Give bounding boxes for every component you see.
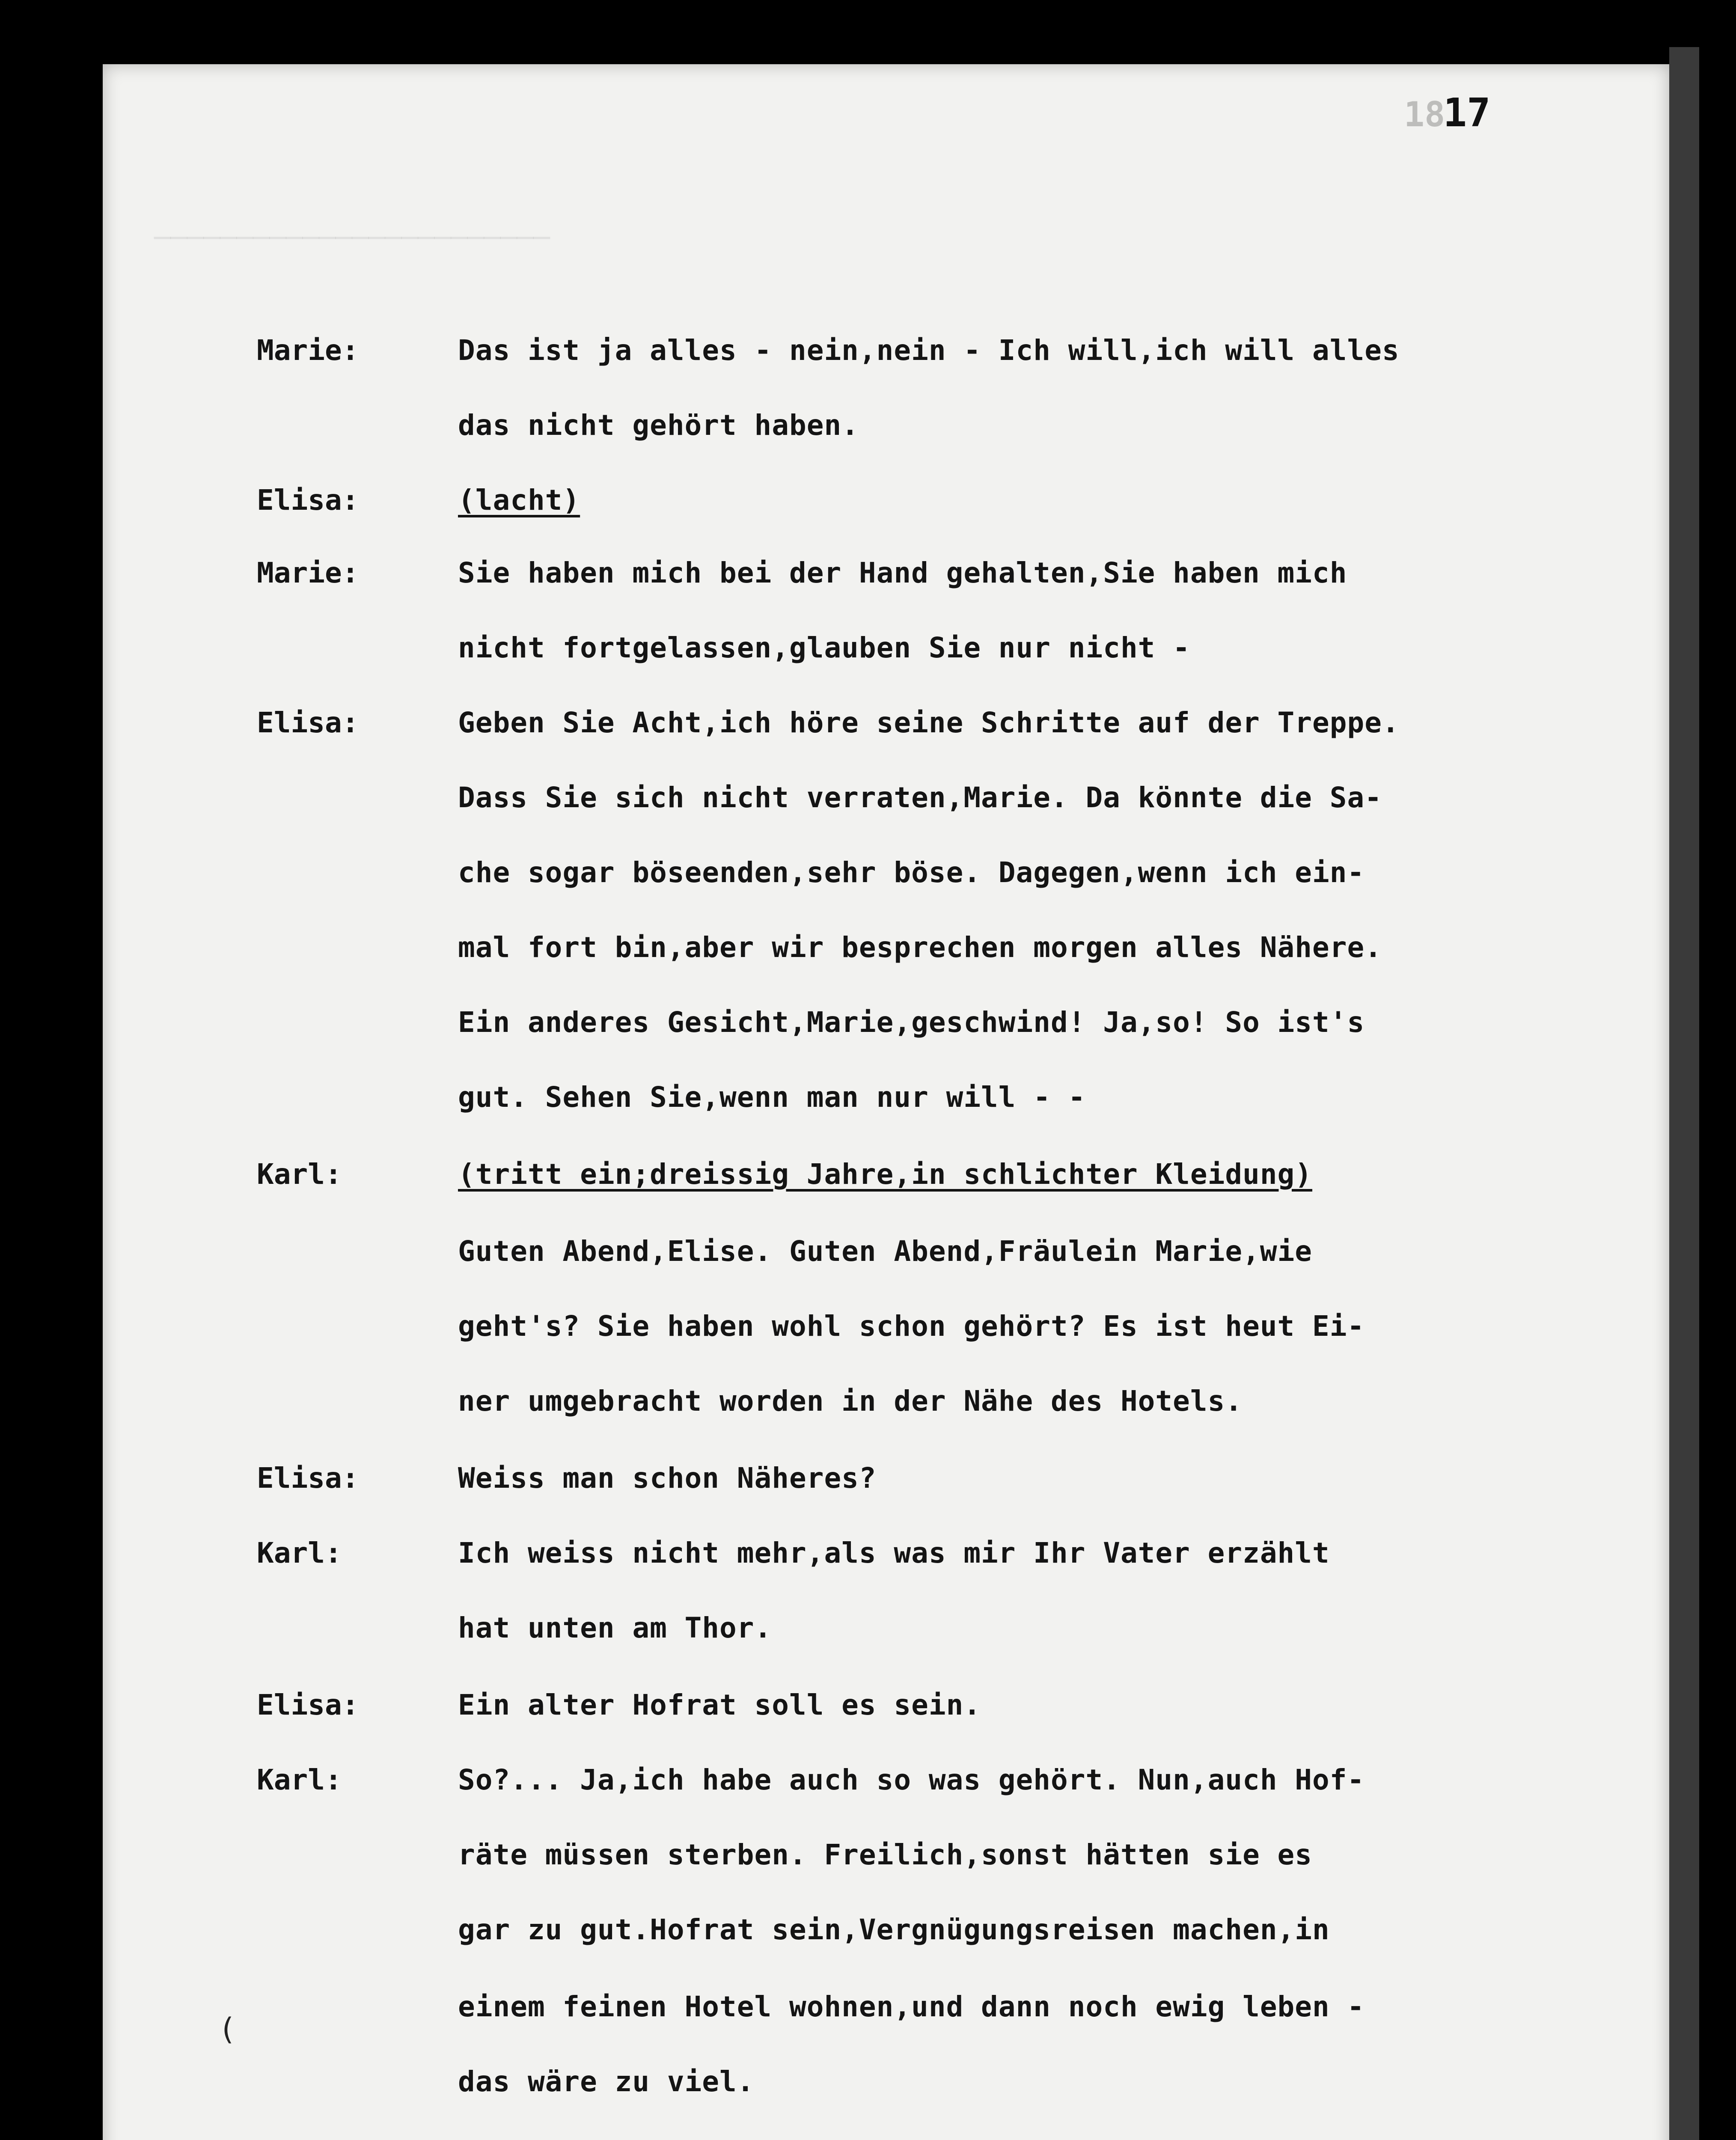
speaker-label: Elisa: [257,1688,359,1721]
dialogue-text: Ein anderes Gesicht,Marie,geschwind! Ja,so! So ist's [458,1006,1365,1039]
dialogue-text: Guten Abend,Elise. Guten Abend,Fräulein Marie,wie [458,1235,1313,1268]
dialogue-line [0,1763,1736,1815]
speaker-label: Elisa: [257,706,359,739]
page-number-current: 17 [1443,90,1491,136]
dialogue-line [0,1611,1736,1663]
dialogue-line [0,1913,1736,1965]
dialogue-line [0,1006,1736,1057]
stage-direction: (tritt ein;dreissig Jahre,in schlichter Kleidung) [458,1158,1313,1191]
dialogue-line [0,484,1736,535]
dialogue-line [0,781,1736,832]
dialogue-line [0,1310,1736,1361]
dialogue-text: nicht fortgelassen,glauben Sie nur nicht - [458,631,1190,664]
speaker-label: Marie: [257,556,359,589]
dialogue-text: che sogar böseenden,sehr böse. Dagegen,wenn ich ein- [458,856,1365,889]
dialogue-text: das wäre zu viel. [458,2065,755,2098]
dialogue-text: räte müssen sterben. Freilich,sonst hätten sie es [458,1838,1313,1871]
dialogue-line [0,1158,1736,1209]
dialogue-text: gar zu gut.Hofrat sein,Vergnügungsreisen machen,in [458,1913,1330,1946]
dialogue-text: mal fort bin,aber wir besprechen morgen alles Nähere. [458,931,1382,964]
dialogue-text: Weiss man schon Näheres? [458,1462,877,1495]
dialogue-text: hat unten am Thor. [458,1611,772,1644]
dialogue-text: So?... Ja,ich habe auch so was gehört. Nun,auch Hof- [458,1763,1365,1796]
dialogue-text: Geben Sie Acht,ich höre seine Schritte auf der Treppe. [458,706,1400,739]
speaker-label: Marie: [257,334,359,367]
dialogue-line [0,409,1736,460]
dialogue-text: Das ist ja alles - nein,nein - Ich will,ich will alles [458,334,1400,367]
dialogue-line [0,706,1736,758]
dialogue-line [0,1838,1736,1890]
dialogue-line [0,1081,1736,1132]
speaker-label: Elisa: [257,484,359,517]
stage-direction: (lacht) [458,484,580,517]
dialogue-text: einem feinen Hotel wohnen,und dann noch ewig leben - [458,1990,1365,2023]
dialogue-line [0,631,1736,683]
dialogue-line [0,2065,1736,2116]
speaker-label: Karl: [257,1158,342,1191]
dialogue-text: Ein alter Hofrat soll es sein. [458,1688,981,1721]
dialogue-line [0,1235,1736,1286]
dialogue-text: Ich weiss nicht mehr,als was mir Ihr Vater erzählt [458,1537,1330,1569]
dialogue-text: Dass Sie sich nicht verraten,Marie. Da könnte die Sa- [458,781,1382,814]
dialogue-line [0,1462,1736,1513]
dialogue-line [0,1990,1736,2042]
page-number-ghost: 18 [1404,95,1445,134]
dialogue-line [0,856,1736,907]
dialogue-text: gut. Sehen Sie,wenn man nur will - - [458,1081,1086,1114]
dialogue-text: Sie haben mich bei der Hand gehalten,Sie haben mich [458,556,1347,589]
speaker-label: Karl: [257,1763,342,1796]
dialogue-line [0,556,1736,608]
dialogue-text: ner umgebracht worden in der Nähe des Hotels. [458,1385,1243,1418]
margin-mark: ( [218,2012,237,2047]
dialogue-line [0,1688,1736,1740]
dialogue-line [0,1385,1736,1436]
dialogue-text: das nicht gehört haben. [458,409,859,442]
speaker-label: Karl: [257,1537,342,1569]
speaker-label: Elisa: [257,1462,359,1495]
dialogue-line [0,931,1736,982]
dialogue-text: geht's? Sie haben wohl schon gehört? Es ist heut Ei- [458,1310,1365,1343]
page-number [1404,90,1491,136]
dialogue-line [0,1537,1736,1588]
dialogue-line [0,334,1736,385]
